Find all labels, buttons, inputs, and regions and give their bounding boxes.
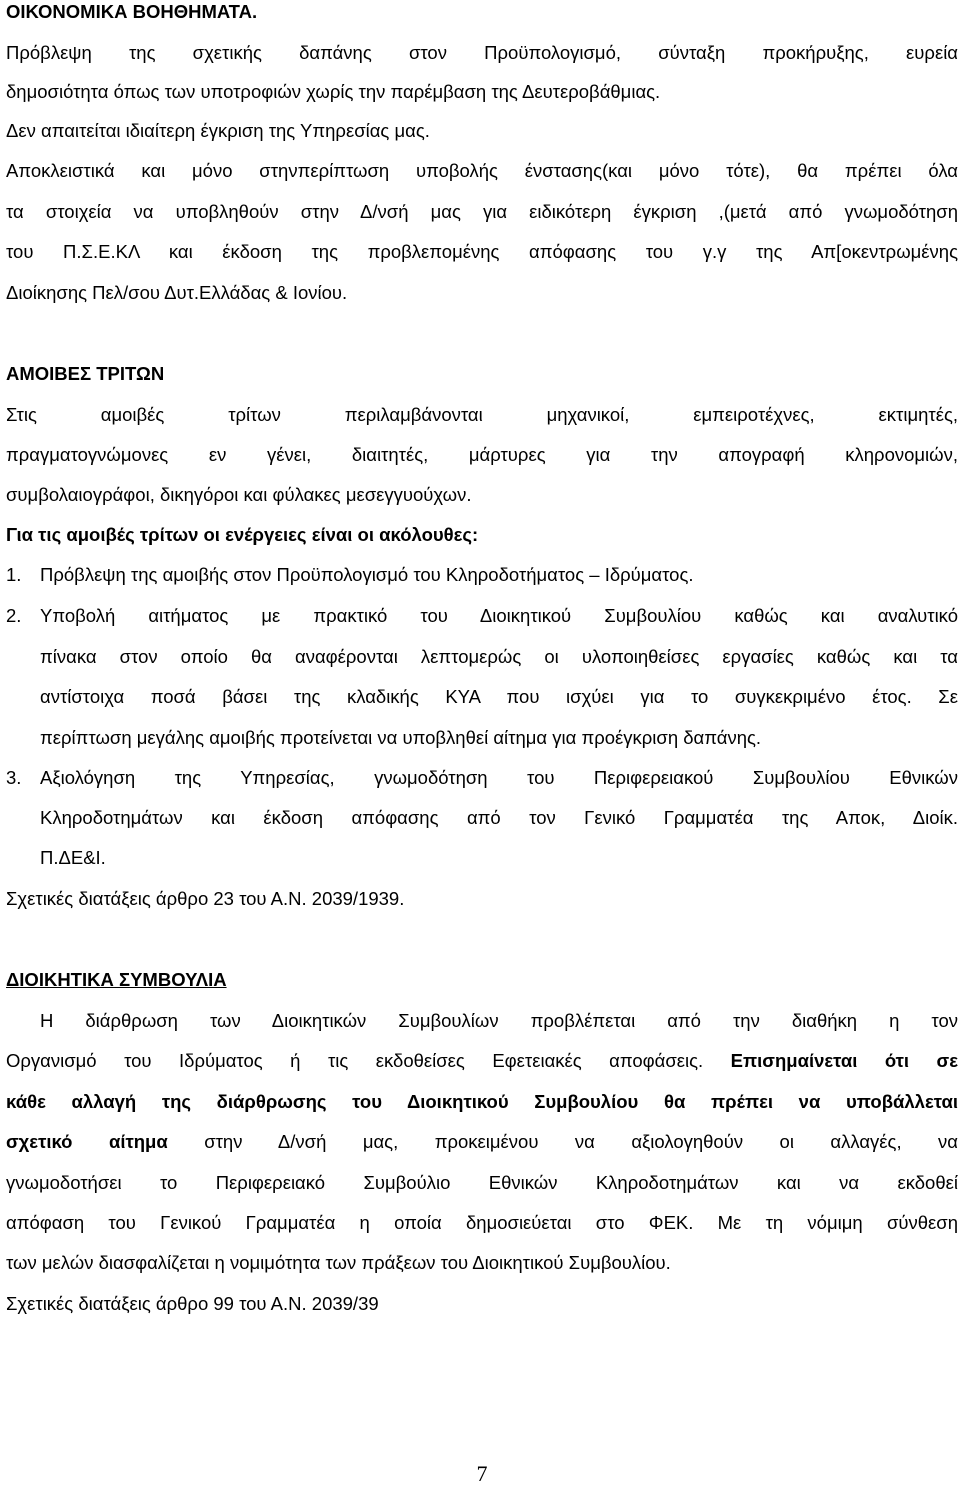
- boards-line-3: κάθε αλλαγή της διάρθρωσης του Διοικητικού Συμβουλίου θα πρέπει να υποβάλλεται: [6, 1091, 958, 1112]
- intro-line-4: Αποκλειστικά και μόνο στηνπερίπτωση υποβολής ένστασης(και μόνο τότε), θα πρέπει όλα: [6, 160, 958, 181]
- third-party-provisions: Σχετικές διατάξεις άρθρο 23 του Α.Ν. 2039/1939.: [6, 888, 405, 909]
- intro-line-2: δημοσιότητα όπως των υποτροφιών χωρίς την παρέμβαση της Δευτεροβάθμιας.: [6, 81, 661, 102]
- list-item-2-line-3: αντίστοιχα ποσά βάσει της κλαδικής ΚΥΑ που ισχύει για το συγκεκριμένο έτος. Σε: [40, 686, 958, 707]
- actions-heading: Για τις αμοιβές τρίτων οι ενέργειες είναι οι ακόλουθες:: [6, 524, 479, 545]
- list-number: 3.: [6, 767, 22, 788]
- boards-line-6: απόφαση του Γενικού Γραμματέα η οποία δημοσιεύεται στο ΦΕΚ. Με τη νόμιμη σύνθεση: [6, 1212, 958, 1233]
- boards-line-7: των μελών διασφαλίζεται η νομιμότητα των πράξεων του Διοικητικού Συμβουλίου.: [6, 1252, 671, 1273]
- list-item-text: Αξιολόγηση της Υπηρεσίας, γνωμοδότηση του Περιφερειακού Συμβουλίου Εθνικών: [40, 767, 958, 788]
- intro-line-5: τα στοιχεία να υποβληθούν στην Δ/νσή μας για ειδικότερη έγκριση ,(μετά από γνωμοδότηση: [6, 201, 958, 222]
- boards-emphasis-end: σχετικό αίτημα: [6, 1131, 168, 1152]
- boards-line-2: [6, 1049, 958, 1073]
- boards-line-4: [6, 1130, 958, 1154]
- list-item-3-line-1: [6, 766, 958, 790]
- list-item-text: Πρόβλεψη της αμοιβής στον Προϋπολογισμό του Κληροδοτήματος – Ιδρύματος.: [40, 564, 694, 585]
- intro-line-7: Διοίκησης Πελ/σου Δυτ.Ελλάδας & Ιονίου.: [6, 282, 348, 303]
- heading-boards: ΔΙΟΙΚΗΤΙΚΑ ΣΥΜΒΟΥΛΙΑ: [6, 969, 227, 990]
- third-party-line-2: πραγματογνώμονες εν γένει, διαιτητές, μάρτυρες για την απογραφή κληρονομιών,: [6, 444, 958, 465]
- intro-line-1: Πρόβλεψη της σχετικής δαπάνης στον Προϋπολογισμό, σύνταξη προκήρυξης, ευρεία: [6, 42, 958, 63]
- list-item-1: [6, 563, 694, 587]
- page-number: 7: [476, 1461, 488, 1486]
- list-number: 1.: [6, 564, 22, 585]
- boards-provisions: Σχετικές διατάξεις άρθρο 99 του Α.Ν. 2039/39: [6, 1293, 379, 1314]
- list-item-text: Υποβολή αιτήματος με πρακτικό του Διοικητικού Συμβουλίου καθώς και αναλυτικό: [40, 605, 958, 626]
- heading-third-party-fees: ΑΜΟΙΒΕΣ ΤΡΙΤΩΝ: [6, 363, 165, 384]
- list-item-2-line-4: περίπτωση μεγάλης αμοιβής προτείνεται να υποβληθεί αίτημα για προέγκριση δαπάνης.: [40, 727, 762, 748]
- boards-line-5: γνωμοδοτήσει το Περιφερειακό Συμβούλιο Εθνικών Κληροδοτημάτων και να εκδοθεί: [6, 1172, 958, 1193]
- heading-financial-aid: ΟΙΚΟΝΟΜΙΚΑ ΒΟΗΘΗΜΑΤΑ.: [6, 1, 258, 22]
- intro-line-3: Δεν απαιτείται ιδιαίτερη έγκριση της Υπηρεσίας μας.: [6, 120, 430, 141]
- third-party-line-3: συμβολαιογράφοι, δικηγόροι και φύλακες μεσεγγυούχων.: [6, 484, 472, 505]
- boards-line-1: Η διάρθρωση των Διοικητικών Συμβουλίων προβλέπεται από την διαθήκη η τον: [40, 1010, 958, 1031]
- boards-emphasis-start: Επισημαίνεται ότι σε: [730, 1050, 958, 1071]
- boards-line-2-text: Οργανισμό του Ιδρύματος ή τις εκδοθείσες Εφετειακές αποφάσεις.: [6, 1050, 704, 1071]
- list-item-3-line-2: Κληροδοτημάτων και έκδοση απόφασης από τον Γενικό Γραμματέα της Αποκ, Διοίκ.: [40, 807, 958, 828]
- intro-line-6: του Π.Σ.Ε.ΚΛ και έκδοση της προβλεπομένης απόφασης του γ.γ της Απ[οκεντρωμένης: [6, 241, 958, 262]
- list-item-3-line-3: Π.ΔΕ&Ι.: [40, 847, 106, 868]
- list-number: 2.: [6, 605, 22, 626]
- boards-line-4-text: στην Δ/νσή μας, προκειμένου να αξιολογηθούν οι αλλαγές, να: [204, 1131, 958, 1152]
- third-party-line-1: Στις αμοιβές τρίτων περιλαμβάνονται μηχανικοί, εμπειροτέχνες, εκτιμητές,: [6, 404, 958, 425]
- list-item-2-line-2: πίνακα στον οποίο θα αναφέρονται λεπτομερώς οι υλοποιηθείσες εργασίες καθώς και τα: [40, 646, 958, 667]
- list-item-2-line-1: [6, 604, 958, 628]
